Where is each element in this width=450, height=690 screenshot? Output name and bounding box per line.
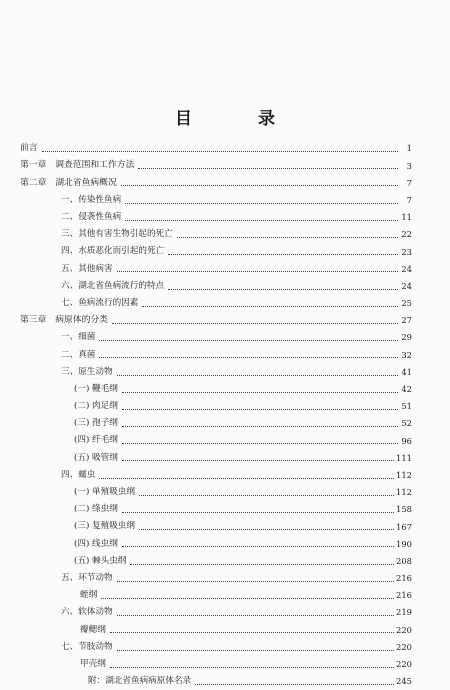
toc-entry-label: 二、真菌 <box>61 349 96 360</box>
toc-entry-page: 1 <box>406 143 412 154</box>
dot-leader <box>168 279 398 290</box>
toc-entry-label: (三) 孢子纲 <box>74 418 118 429</box>
toc-entry-label: 附：湖北省鱼病病原体名录 <box>88 676 192 687</box>
dot-leader <box>125 210 398 221</box>
toc-entry[interactable] <box>20 226 412 243</box>
toc-entry[interactable] <box>20 432 412 449</box>
toc-entry[interactable] <box>20 243 412 260</box>
toc-entry-page: 158 <box>396 504 412 515</box>
toc-entry-label: (四) 线虫纲 <box>74 538 118 549</box>
toc-entry-label: (二) 绦虫纲 <box>74 504 118 515</box>
toc-entry[interactable] <box>20 518 412 535</box>
toc-entry-page: 220 <box>396 624 412 635</box>
dot-leader <box>139 519 394 530</box>
toc-entry-page: 41 <box>401 366 412 377</box>
dot-leader <box>122 382 398 393</box>
toc-entry-label: (三) 复殖吸虫纲 <box>74 521 135 532</box>
toc-entry[interactable] <box>20 312 412 329</box>
toc-entry-page: 24 <box>401 280 412 291</box>
dot-leader <box>112 313 398 324</box>
dot-leader <box>177 227 398 238</box>
toc-entry[interactable] <box>20 587 412 604</box>
dot-leader <box>122 399 398 410</box>
dot-leader <box>130 554 394 565</box>
toc-entry-label: 五、其他病害 <box>61 263 113 274</box>
dot-leader <box>99 468 394 479</box>
dot-leader <box>122 536 394 547</box>
toc-entry-label: (四) 纤毛纲 <box>74 435 118 446</box>
toc-entry-label: (五) 吸管纲 <box>74 452 118 463</box>
toc-entry[interactable] <box>20 363 412 380</box>
toc-entry-page: 29 <box>401 332 412 343</box>
toc-entry-page: 216 <box>396 590 412 601</box>
toc-entry[interactable] <box>20 260 412 277</box>
toc-entry-page: 42 <box>401 384 412 395</box>
toc-entry[interactable] <box>20 157 412 174</box>
dot-leader <box>122 416 398 427</box>
toc-entry-page: 220 <box>396 659 412 670</box>
dot-leader <box>121 175 398 186</box>
toc-entry-label: 四、蠕虫 <box>61 469 96 480</box>
toc-entry[interactable] <box>20 535 412 552</box>
toc-entry-label: 七、鱼病流行的因素 <box>61 297 139 308</box>
toc-entry-page: 51 <box>401 401 412 412</box>
toc-entry[interactable] <box>20 192 412 209</box>
toc-entry-page: 112 <box>396 487 412 498</box>
toc-entry-label: 五、环节动物 <box>61 572 113 583</box>
toc-entry-page: 219 <box>396 607 412 618</box>
toc-entry[interactable] <box>20 449 412 466</box>
toc-entry[interactable] <box>20 501 412 518</box>
dot-leader <box>110 622 394 633</box>
toc-entry-page: 23 <box>401 246 412 257</box>
dot-leader <box>117 605 394 616</box>
toc-entry-page: 7 <box>406 194 412 205</box>
toc-entry-label: (一) 单殖吸虫纲 <box>74 487 135 498</box>
toc-entry[interactable] <box>20 381 412 398</box>
toc-entry-page: 190 <box>396 538 412 549</box>
toc-entry[interactable] <box>20 295 412 312</box>
toc-entry-label: (五) 棘头虫纲 <box>74 555 127 566</box>
toc-entry[interactable] <box>20 604 412 621</box>
toc-entry-label: 一、传染性鱼病 <box>61 194 122 205</box>
toc-entry[interactable] <box>20 484 412 501</box>
toc-entry[interactable] <box>20 398 412 415</box>
toc-entry-page: 24 <box>401 263 412 274</box>
toc-entry[interactable] <box>20 329 412 346</box>
toc-entry[interactable] <box>20 621 412 638</box>
dot-leader <box>99 347 398 358</box>
dot-leader <box>117 640 394 651</box>
dot-leader <box>195 674 394 685</box>
toc-entry[interactable] <box>20 209 412 226</box>
dot-leader <box>117 365 398 376</box>
toc-entry[interactable] <box>20 553 412 570</box>
toc-entry-label: 一、细菌 <box>61 332 96 343</box>
toc-entry-page: 220 <box>396 641 412 652</box>
toc-entry-page: 245 <box>396 676 412 687</box>
toc-entry[interactable] <box>20 346 412 363</box>
toc-entry-label: 六、湖北省鱼病流行的特点 <box>61 280 165 291</box>
toc-entry-label: 第三章 病原体的分类 <box>20 315 108 326</box>
dot-leader <box>122 433 398 444</box>
dot-leader <box>117 261 398 272</box>
toc-entry-label: 七、节肢动物 <box>61 641 113 652</box>
toc-entry[interactable] <box>20 140 412 157</box>
dot-leader <box>125 193 398 204</box>
toc-entry-label: 第二章 湖北省鱼病概况 <box>20 177 117 188</box>
toc-entry-page: 7 <box>406 177 412 188</box>
dot-leader <box>142 296 398 307</box>
toc-entry-page: 96 <box>401 435 412 446</box>
toc-entry[interactable] <box>20 673 412 690</box>
toc-entry-label: 六、软体动物 <box>61 607 113 618</box>
toc-entry[interactable] <box>20 415 412 432</box>
toc-entry-page: 112 <box>396 469 412 480</box>
toc-entry-label: 二、侵袭性鱼病 <box>61 212 122 223</box>
toc-entry-label: 前言 <box>20 143 38 154</box>
dot-leader <box>99 330 398 341</box>
toc-entry-page: 208 <box>396 555 412 566</box>
toc-entry-page: 216 <box>396 573 412 584</box>
dot-leader <box>42 141 398 152</box>
toc-entry-label: 甲壳纲 <box>80 658 106 669</box>
dot-leader <box>101 588 394 599</box>
toc-entry-label: (一) 鞭毛纲 <box>74 383 118 394</box>
dot-leader <box>122 450 394 461</box>
toc-entry-label: 三、原生动物 <box>61 366 113 377</box>
toc-entry-page: 22 <box>401 229 412 240</box>
toc-entry-page: 52 <box>401 418 412 429</box>
toc-entry-label: 蛭纲 <box>80 590 98 601</box>
toc-entry-label: 三、其他有害生物引起的死亡 <box>61 229 173 240</box>
toc-entry-page: 11 <box>401 212 412 223</box>
dot-leader <box>110 657 394 668</box>
toc-entry-label: 瓣鳃纲 <box>80 624 106 635</box>
toc-entry-page: 25 <box>401 298 412 309</box>
toc-entry[interactable] <box>20 174 412 191</box>
dot-leader <box>168 244 398 255</box>
toc-entry-page: 27 <box>401 315 412 326</box>
toc-entry-label: (二) 肉足纲 <box>74 401 118 412</box>
toc-entry-page: 3 <box>406 160 412 171</box>
toc-entry-page: 111 <box>396 452 412 463</box>
toc-entry[interactable] <box>20 656 412 673</box>
toc-entry-page: 32 <box>401 349 412 360</box>
toc-entry[interactable] <box>20 278 412 295</box>
dot-leader <box>122 502 394 513</box>
toc-entry[interactable] <box>20 638 412 655</box>
toc-entry[interactable] <box>20 570 412 587</box>
dot-leader <box>117 571 394 582</box>
table-of-contents <box>20 140 412 690</box>
page-title: 目 录 <box>175 109 305 129</box>
toc-entry-page: 167 <box>396 521 412 532</box>
dot-leader <box>139 485 394 496</box>
dot-leader <box>138 158 398 169</box>
toc-entry[interactable] <box>20 467 412 484</box>
toc-entry-label: 四、水质恶化而引起的死亡 <box>61 246 165 257</box>
toc-entry-label: 第一章 调查范围和工作方法 <box>20 160 135 171</box>
